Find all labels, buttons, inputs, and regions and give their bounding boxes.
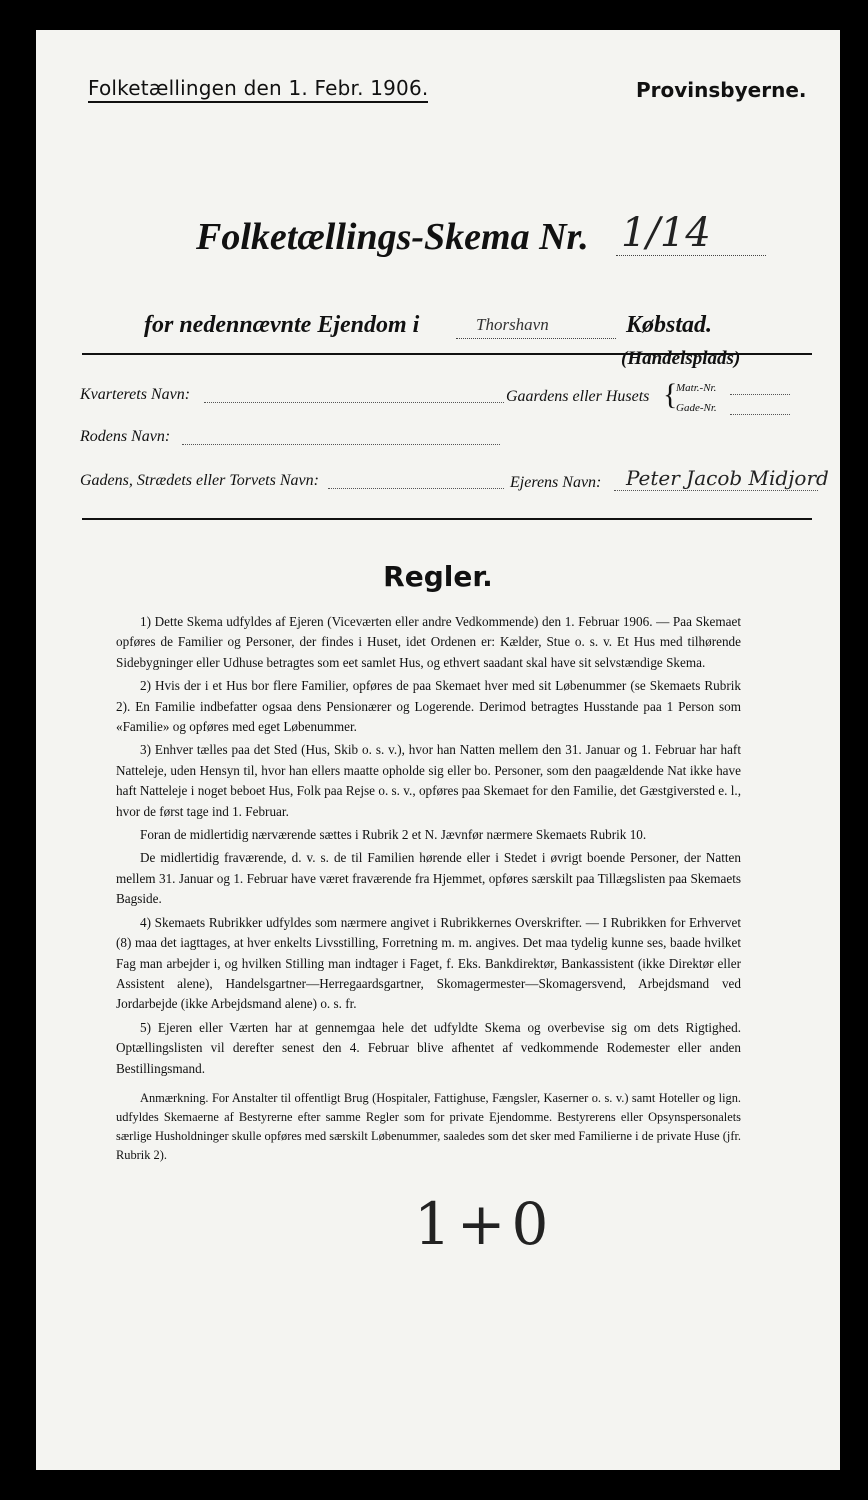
ejer-field[interactable]	[614, 490, 818, 491]
form-number-handwritten: 1/14	[621, 210, 711, 256]
rule-3-note-absent: De midlertidig fraværende, d. v. s. de til Familien hørende eller i Stedet i øvrigt boende Personer, der Natten mellem 31. Januar og 1. Februar have været fraværende fra Hjemmet, opføres særskilt paa Tillægslisten paa Skemaets Bagside.	[116, 850, 741, 907]
town-handwritten: Thorshavn	[476, 315, 549, 334]
gade-navn-field[interactable]	[328, 488, 504, 489]
rules-body	[116, 612, 741, 1168]
handwritten-count: 1+0	[414, 1190, 555, 1258]
rode-field[interactable]	[182, 444, 500, 445]
town-line	[456, 338, 616, 339]
divider-top	[82, 353, 812, 355]
owner-handwritten: Peter Jacob Midjord	[626, 466, 829, 490]
kvarter-field[interactable]	[204, 402, 504, 403]
town-type-alt: (Handelsplads)	[621, 348, 741, 369]
region-label: Provinsbyerne.	[636, 78, 807, 102]
rules-heading: Regler.	[383, 560, 493, 593]
brace-icon: {	[663, 378, 678, 411]
form-title: Folketællings-Skema Nr.	[196, 216, 589, 258]
rule-3: 3) Enhver tælles paa det Sted (Hus, Skib o. s. v.), hvor han Natten mellem den 31. Januar og 1. Februar har haft Natteleje, uden Hensyn til, hvor han ellers maatte opholde sig eller bo. Personer, som den paagældende Nat ikke have haft Natteleje i noget beboet Hus, Folk paa Rejse o. s. v., opføres paa Skemaet for den Familie, det Gæstgiversted e. l., hvor de først tage ind 1. Februar.	[116, 742, 741, 819]
remark: Anmærkning. For Anstalter til offentligt Brug (Hospitaler, Fattighuse, Fængsler, Kaserner o. s. v.) samt Hoteller og lign. udfyldes Skemaerne af Bestyrerne efter samme Regler som for private Ejendomme. Bestyrerens eller Opsynspersonalets særlige Husholdninger skulle opføres med særskilt Løbenummer, saaledes som det sker med Familierne i de private Huse (jfr. Rubrik 2).	[116, 1090, 741, 1162]
label-ejer: Ejerens Navn:	[510, 474, 602, 491]
town-type: Købstad.	[626, 312, 713, 338]
census-header: Folketællingen den 1. Febr. 1906.	[88, 76, 428, 103]
label-gade-navn: Gadens, Strædets eller Torvets Navn:	[80, 472, 319, 489]
label-kvarter: Kvarterets Navn:	[80, 386, 191, 403]
label-gade-nr: Gade-Nr.	[676, 402, 717, 414]
label-matr: Matr.-Nr.	[676, 382, 717, 394]
divider-bottom	[82, 518, 812, 520]
subtitle-prefix: for nedennævnte Ejendom i	[144, 312, 420, 338]
rule-1: 1) Dette Skema udfyldes af Ejeren (Viceværten eller andre Vedkommende) den 1. Februar 1906. — Paa Skemaet opføres de Familier og Personer, der findes i Huset, idet Ordenen er: Kælder, Stue o. s. v. Et Hus med tilhørende Sidebygninger eller Udhuse betragtes som eet samlet Hus, og ethvert saadant skal have sit selvstændige Skema.	[116, 614, 741, 670]
matr-field[interactable]	[730, 394, 790, 395]
form-number-line	[616, 255, 766, 256]
rule-5: 5) Ejeren eller Værten har at gennemgaa hele det udfyldte Skema og overbevise sig om dets Rigtighed. Optællingslisten vil derefter senest den 4. Februar blive afhentet af vedkommende Rodemester eller anden Bestillingsmand.	[116, 1019, 741, 1076]
rule-2: 2) Hvis der i et Hus bor flere Familier, opføres de paa Skemaet hver med sit Løbenummer (se Skemaets Rubrik 2). En Familie indbefatter ogsaa dens Pensionærer og Logerende. Derimod betragtes Husstande paa 1 Person som «Familie» og opføres med eget Løbenummer.	[116, 678, 741, 735]
gade-nr-field[interactable]	[730, 414, 790, 415]
rule-4: 4) Skemaets Rubrikker udfyldes som nærmere angivet i Rubrikkernes Overskrifter. — I Rubrikken for Erhvervet (8) maa det iagttages, at hver enkelts Livsstilling, Forretning m. m. angives. Det maa tydelig kunne ses, baade hvilket Fag man arbejder i, og hvilken Stilling man indtager i Faget, f. Eks. Bankdirektør, Bankassistent (ikke Direktør eller Assistent alene), Handelsgartner—Herregaardsgartner, Skomagermester—Skomagersvend, Arbejdsmand ved Jordarbejde (ikke Arbejdsmand alene) o. s. fr.	[116, 914, 741, 1012]
census-form-sheet	[36, 30, 840, 1470]
label-rode: Rodens Navn:	[80, 428, 171, 445]
label-gaard: Gaardens eller Husets	[506, 388, 650, 405]
rule-3-note-present: Foran de midlertidig nærværende sættes i Rubrik 2 et N. Jævnfør nærmere Skemaets Rubrik 10.	[140, 827, 647, 843]
